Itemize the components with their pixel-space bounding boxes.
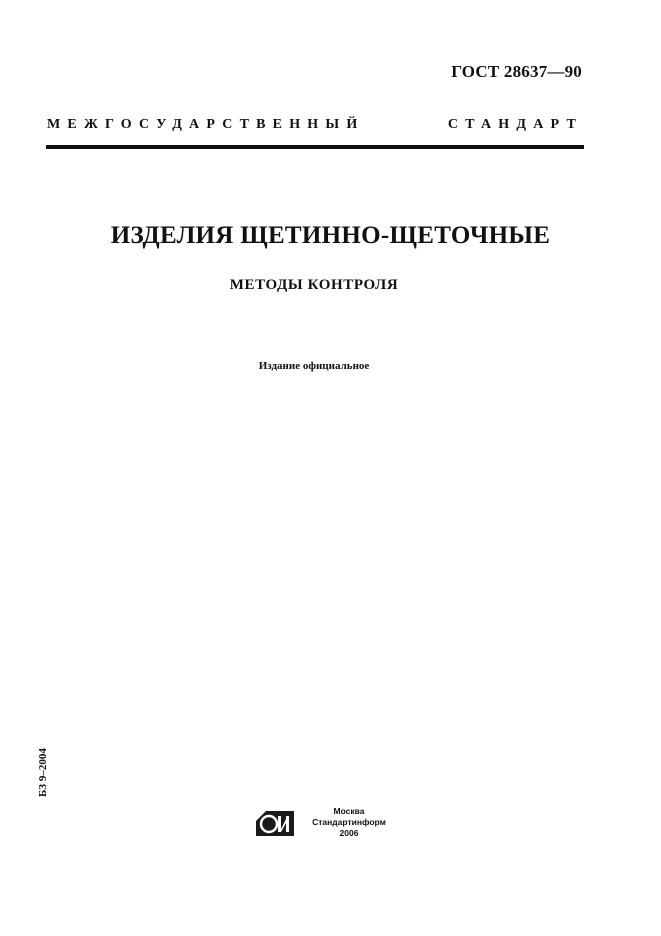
document-subtitle: МЕТОДЫ КОНТРОЛЯ: [229, 277, 399, 293]
publisher-name: Стандартинформ: [312, 817, 386, 827]
bz-code: БЗ 9–2004: [37, 748, 49, 797]
header-divider: [46, 145, 584, 149]
document-title: ИЗДЕЛИЯ ЩЕТИННО-ЩЕТОЧНЫЕ: [110, 222, 551, 249]
edition-note: Издание официальное: [258, 360, 370, 372]
publisher-imprint: [303, 806, 395, 839]
publisher-city: Москва: [333, 806, 365, 816]
standard-category-banner: МЕЖГОСУДАРСТВЕННЫЙ СТАНДАРТ: [47, 117, 583, 132]
publication-year: 2006: [339, 828, 359, 838]
document-number: ГОСТ 28637—90: [451, 62, 582, 81]
standartinform-logo-icon: [255, 808, 295, 838]
